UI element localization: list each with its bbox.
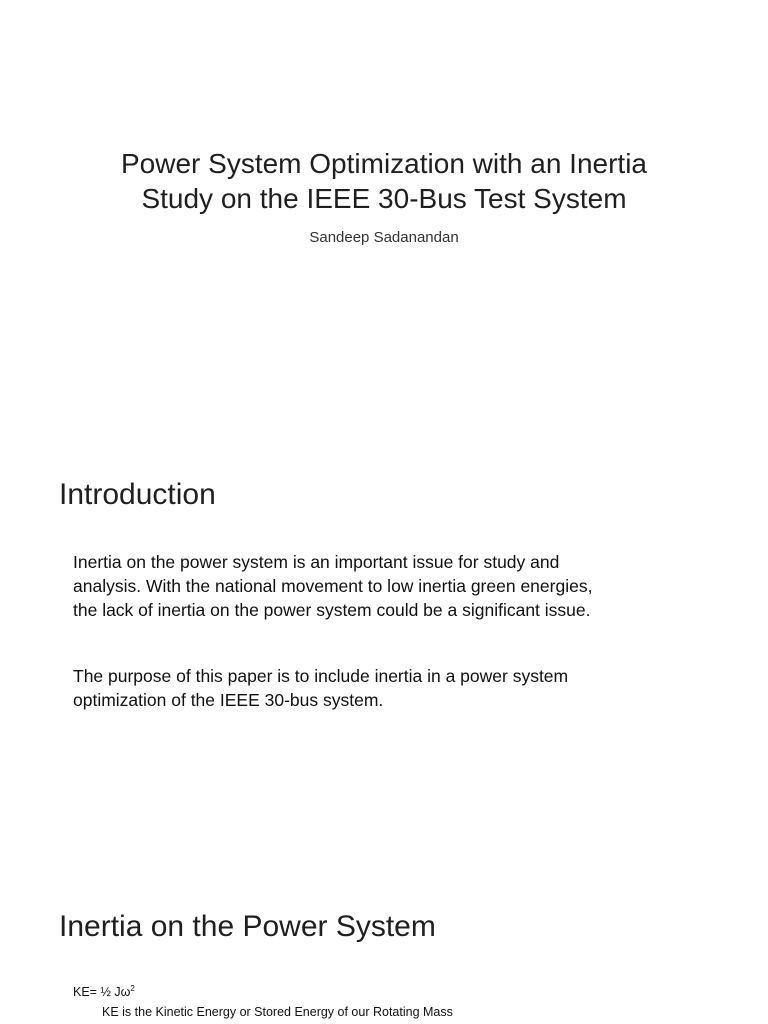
title-slide	[0, 0, 768, 432]
formula-exponent: 2	[130, 984, 135, 993]
text-line: Inertia on the power system is an important issue for study and	[73, 552, 560, 572]
text-line: The purpose of this paper is to include inertia in a power system	[73, 666, 569, 686]
author-name: Sandeep Sadanandan	[309, 229, 459, 246]
kinetic-energy-formula	[73, 984, 135, 999]
formula-description: KE is the Kinetic Energy or Stored Energy of our Rotating Mass	[102, 1005, 453, 1019]
intro-paragraph	[73, 550, 713, 622]
slide-heading: Inertia on the Power System	[59, 910, 436, 943]
text-line: the lack of inertia on the power system could be a significant issue.	[73, 600, 591, 620]
purpose-paragraph	[73, 664, 713, 712]
introduction-slide	[0, 432, 768, 864]
title-line: Study on the IEEE 30-Bus Test System	[141, 183, 627, 214]
inertia-slide	[0, 864, 768, 1024]
title-line: Power System Optimization with an Inertia	[121, 148, 647, 179]
formula-base: KE= ½ Jω	[73, 985, 131, 1000]
slide-heading: Introduction	[59, 478, 216, 511]
presentation-title	[60, 146, 708, 216]
text-line: analysis. With the national movement to low inertia green energies,	[73, 576, 593, 596]
text-line: optimization of the IEEE 30-bus system.	[73, 690, 384, 710]
